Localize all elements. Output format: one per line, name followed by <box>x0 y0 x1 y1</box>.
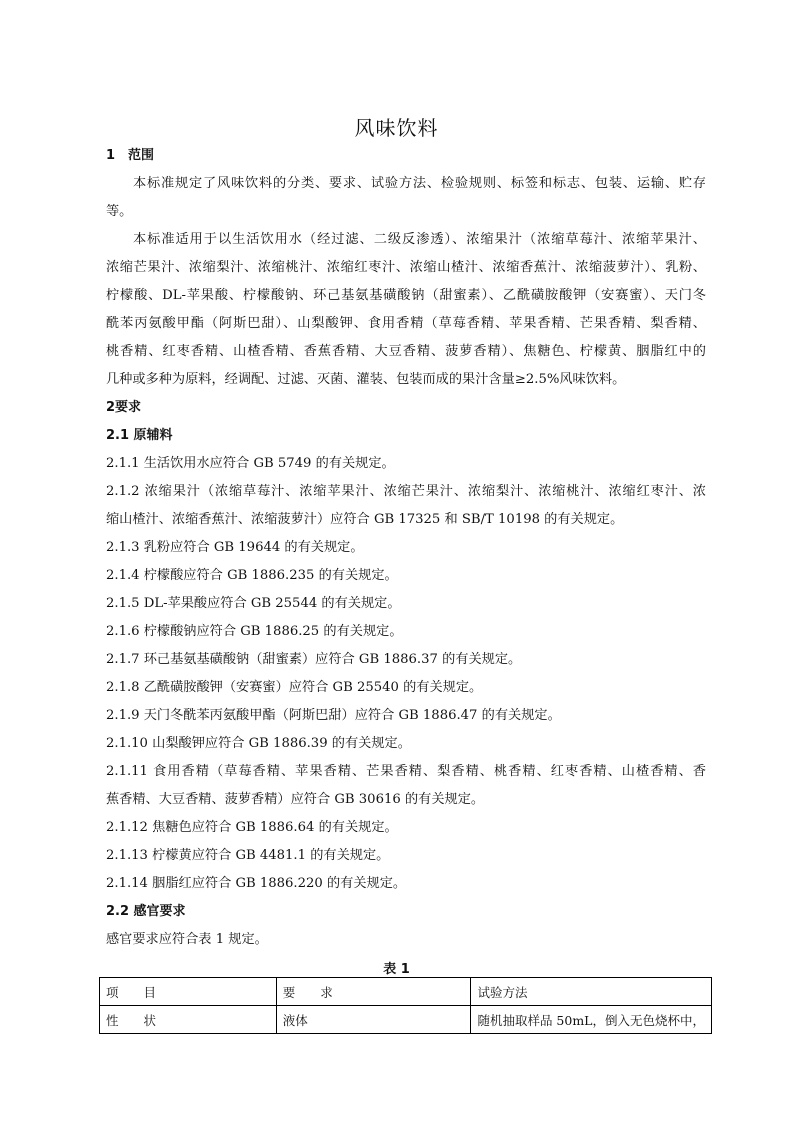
paragraph-line: 几种或多种为原料，经调配、过滤、灭菌、灌装、包装而成的果汁含量≥2.5%风味饮料。 <box>106 372 626 387</box>
table-header-row <box>100 978 712 1006</box>
paragraph-line: 等。 <box>106 204 133 219</box>
paragraph-line: 浓缩芒果汁、浓缩梨汁、浓缩桃汁、浓缩红枣汁、浓缩山楂汁、浓缩香蕉汁、浓缩菠萝汁）、乳粉、 <box>106 260 706 275</box>
table-caption: 表 1 <box>383 962 410 977</box>
section-heading: 2要求 <box>106 400 142 415</box>
paragraph-line: 感官要求应符合表 1 规定。 <box>106 932 268 947</box>
subsection-heading: 2.2 感官要求 <box>106 904 186 919</box>
table-header-cell: 试验方法 <box>471 978 712 1006</box>
section-heading: 1 范围 <box>106 148 155 163</box>
paragraph-line: 桃香精、红枣香精、山楂香精、香蕉香精、大豆香精、菠萝香精）、焦糖色、柠檬黄、胭脂红中的 <box>106 344 706 359</box>
clause-line: 2.1.7 环己基氨基磺酸钠（甜蜜素）应符合 GB 1886.37 的有关规定。 <box>106 652 522 667</box>
table-cell: 液体 <box>276 1006 471 1034</box>
clause-line: 蕉香精、大豆香精、菠萝香精）应符合 GB 30616 的有关规定。 <box>106 792 485 807</box>
document-title: 风味饮料 <box>354 116 439 140</box>
paragraph-line: 柠檬酸、DL-苹果酸、柠檬酸钠、环己基氨基磺酸钠（甜蜜素）、乙酰磺胺酸钾（安赛蜜）、天门冬 <box>106 288 706 303</box>
clause-line: 缩山楂汁、浓缩香蕉汁、浓缩菠萝汁）应符合 GB 17325 和 SB/T 10198 的有关规定。 <box>106 512 624 527</box>
clause-line: 2.1.12 焦糖色应符合 GB 1886.64 的有关规定。 <box>106 820 398 835</box>
clause-line: 2.1.9 天门冬酰苯丙氨酸甲酯（阿斯巴甜）应符合 GB 1886.47 的有关规定。 <box>106 708 561 723</box>
paragraph-line: 酰苯丙氨酸甲酯（阿斯巴甜）、山梨酸钾、食用香精（草莓香精、苹果香精、芒果香精、梨香精、 <box>106 316 706 331</box>
clause-line: 2.1.8 乙酰磺胺酸钾（安赛蜜）应符合 GB 25540 的有关规定。 <box>106 680 483 695</box>
table-cell: 性 状 <box>100 1006 277 1034</box>
table-row <box>100 1006 712 1034</box>
table-header-cell: 项 目 <box>100 978 277 1006</box>
paragraph-line: 本标准适用于以生活饮用水（经过滤、二级反渗透）、浓缩果汁（浓缩草莓汁、浓缩苹果汁、 <box>133 232 706 247</box>
clause-line: 2.1.14 胭脂红应符合 GB 1886.220 的有关规定。 <box>106 876 407 891</box>
sensory-requirements-table <box>99 977 712 1034</box>
clause-line: 2.1.3 乳粉应符合 GB 19644 的有关规定。 <box>106 540 364 555</box>
clause-line: 2.1.13 柠檬黄应符合 GB 4481.1 的有关规定。 <box>106 848 390 863</box>
table-cell: 随机抽取样品 50mL，倒入无色烧杯中， <box>471 1006 712 1034</box>
clause-line: 2.1.2 浓缩果汁（浓缩草莓汁、浓缩苹果汁、浓缩芒果汁、浓缩梨汁、浓缩桃汁、浓缩红枣汁、浓 <box>106 484 706 499</box>
table-header-cell: 要 求 <box>276 978 471 1006</box>
clause-line: 2.1.6 柠檬酸钠应符合 GB 1886.25 的有关规定。 <box>106 624 403 639</box>
clause-line: 2.1.11 食用香精（草莓香精、苹果香精、芒果香精、梨香精、桃香精、红枣香精、山楂香精、香 <box>106 764 706 779</box>
clause-line: 2.1.5 DL-苹果酸应符合 GB 25544 的有关规定。 <box>106 596 401 611</box>
paragraph-line: 本标准规定了风味饮料的分类、要求、试验方法、检验规则、标签和标志、包装、运输、贮存 <box>133 176 706 191</box>
clause-line: 2.1.1 生活饮用水应符合 GB 5749 的有关规定。 <box>106 456 395 471</box>
clause-line: 2.1.4 柠檬酸应符合 GB 1886.235 的有关规定。 <box>106 568 398 583</box>
subsection-heading: 2.1 原辅料 <box>106 428 173 443</box>
clause-line: 2.1.10 山梨酸钾应符合 GB 1886.39 的有关规定。 <box>106 736 411 751</box>
